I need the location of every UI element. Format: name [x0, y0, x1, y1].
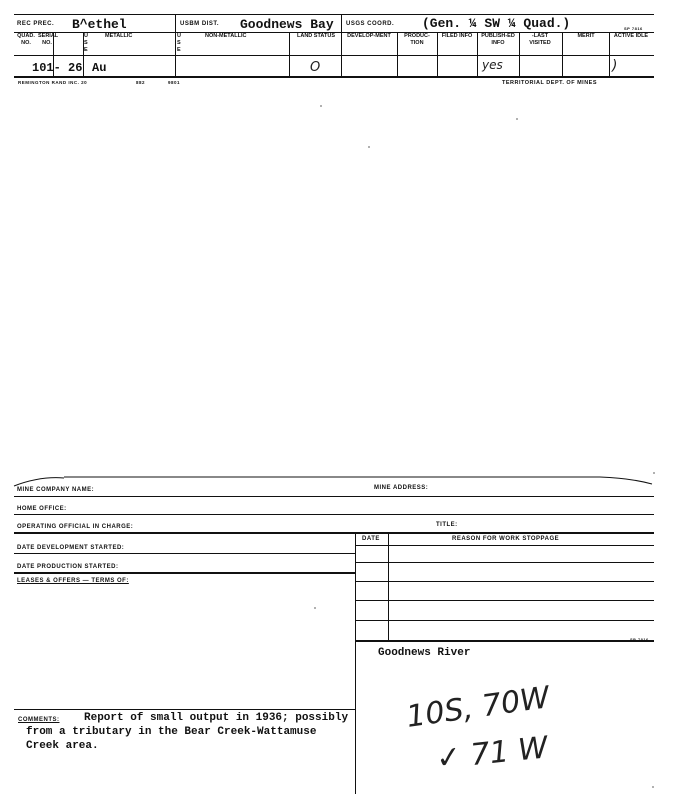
stoppage-bottom — [355, 640, 654, 642]
col-non-metallic: NON-METALLIC — [205, 33, 247, 39]
col-use-a: U S E — [84, 33, 88, 53]
rec-prec-label: REC PREC. — [17, 21, 55, 27]
comment-line-3: Creek area. — [26, 740, 99, 752]
column-header-divider — [14, 55, 654, 56]
line-date-prod — [14, 572, 355, 574]
line-official — [14, 532, 654, 534]
printer-credit: REMINGTON RAND INC. 20 — [18, 80, 88, 85]
col-metallic: METALLIC — [105, 33, 133, 39]
home-office-label: HOME OFFICE: — [17, 506, 67, 512]
rec-prec-value: B^ethel — [72, 17, 127, 32]
col-use-b: U S E — [177, 33, 181, 53]
comment-line-1: Report of small output in 1936; possibly — [84, 712, 349, 724]
reason-column-header: REASON FOR WORK STOPPAGE — [452, 536, 560, 542]
line-company — [14, 496, 654, 497]
col-land-status: LAND STATUS — [297, 33, 335, 39]
form-number-2: SP 7816 — [630, 637, 649, 642]
speck — [320, 105, 322, 107]
print-code-1: 882 — [136, 80, 146, 85]
col-divider-prod — [397, 32, 398, 76]
col-active-idle: ACTIVE IDLE — [613, 33, 649, 39]
date-col-divider — [388, 532, 389, 640]
usgs-coord-label: USGS COORD. — [346, 21, 395, 27]
usbm-dist-value: Goodnews Bay — [240, 17, 334, 32]
title-label: TITLE: — [436, 522, 458, 528]
date-production-label: DATE PRODUCTION STARTED: — [17, 564, 119, 570]
col-quad-no: QUAD. NO. — [17, 33, 35, 46]
stoppage-line-1 — [355, 562, 654, 563]
col-divider-filed — [437, 32, 438, 76]
col-published-info: PUBLISH-ED INFO — [481, 33, 515, 46]
col-divider-land — [289, 32, 290, 76]
col-development: DEVELOP-MENT — [347, 33, 391, 39]
form-number: SP 7816 — [624, 26, 643, 31]
stoppage-line-3 — [355, 600, 654, 601]
col-divider-pub — [477, 32, 478, 76]
handwritten-coord-2: ✓ 71 W — [434, 730, 550, 777]
col-filed-info: FILED INFO — [441, 33, 473, 39]
mine-company-label: MINE COMPANY NAME: — [17, 487, 95, 493]
leases-label: LEASES & OFFERS — TERMS OF: — [17, 578, 129, 584]
col-merit: MERIT — [577, 33, 595, 39]
line-date-dev — [14, 553, 355, 554]
cell-land-status: O — [310, 60, 321, 75]
top-border — [14, 14, 654, 15]
stoppage-line-4 — [355, 620, 654, 621]
row-bottom — [14, 76, 654, 78]
usgs-coord-value: (Gen. ¼ SW ¼ Quad.) — [422, 16, 571, 31]
mine-address-label: MINE ADDRESS: — [374, 485, 429, 491]
speck — [368, 146, 370, 148]
card-top-edge — [0, 470, 678, 490]
operating-official-label: OPERATING OFFICIAL IN CHARGE: — [17, 524, 134, 530]
col-serial-no: SERIAL NO. — [38, 33, 59, 46]
cell-quad-serial: 101- 26 — [32, 61, 83, 75]
print-code-2: 9801 — [168, 80, 181, 85]
col-divider-1 — [175, 14, 176, 76]
col-divider-merit — [562, 32, 563, 76]
handwritten-coord-1: 10S, 70W — [404, 680, 552, 735]
department: TERRITORIAL DEPT. OF MINES — [502, 80, 597, 86]
usbm-dist-label: USBM DIST. — [180, 21, 220, 27]
speck — [652, 786, 654, 788]
line-home-office — [14, 514, 654, 515]
speck — [516, 118, 518, 120]
stoppage-line-2 — [355, 581, 654, 582]
comments-top-line — [14, 709, 355, 710]
col-divider-last — [519, 32, 520, 76]
cell-active-idle: ) — [612, 58, 618, 74]
col-divider-2 — [341, 14, 342, 76]
col-last-visited: -LAST VISITED — [529, 33, 551, 46]
speck — [314, 607, 316, 609]
cell-metallic: Au — [92, 61, 107, 75]
col-divider-active — [609, 32, 610, 76]
col-production: PRODUC-TION — [404, 33, 430, 46]
left-right-divider — [355, 532, 356, 794]
comments-label: COMMENTS: — [18, 717, 60, 723]
date-development-label: DATE DEVELOPMENT STARTED: — [17, 545, 125, 551]
stoppage-header-line — [355, 545, 654, 546]
location-note: Goodnews River — [378, 647, 471, 659]
cell-published-info: yes — [482, 58, 503, 72]
comment-line-2: from a tributary in the Bear Creek-Wattamuse — [26, 726, 317, 738]
date-column-header: DATE — [362, 536, 380, 542]
